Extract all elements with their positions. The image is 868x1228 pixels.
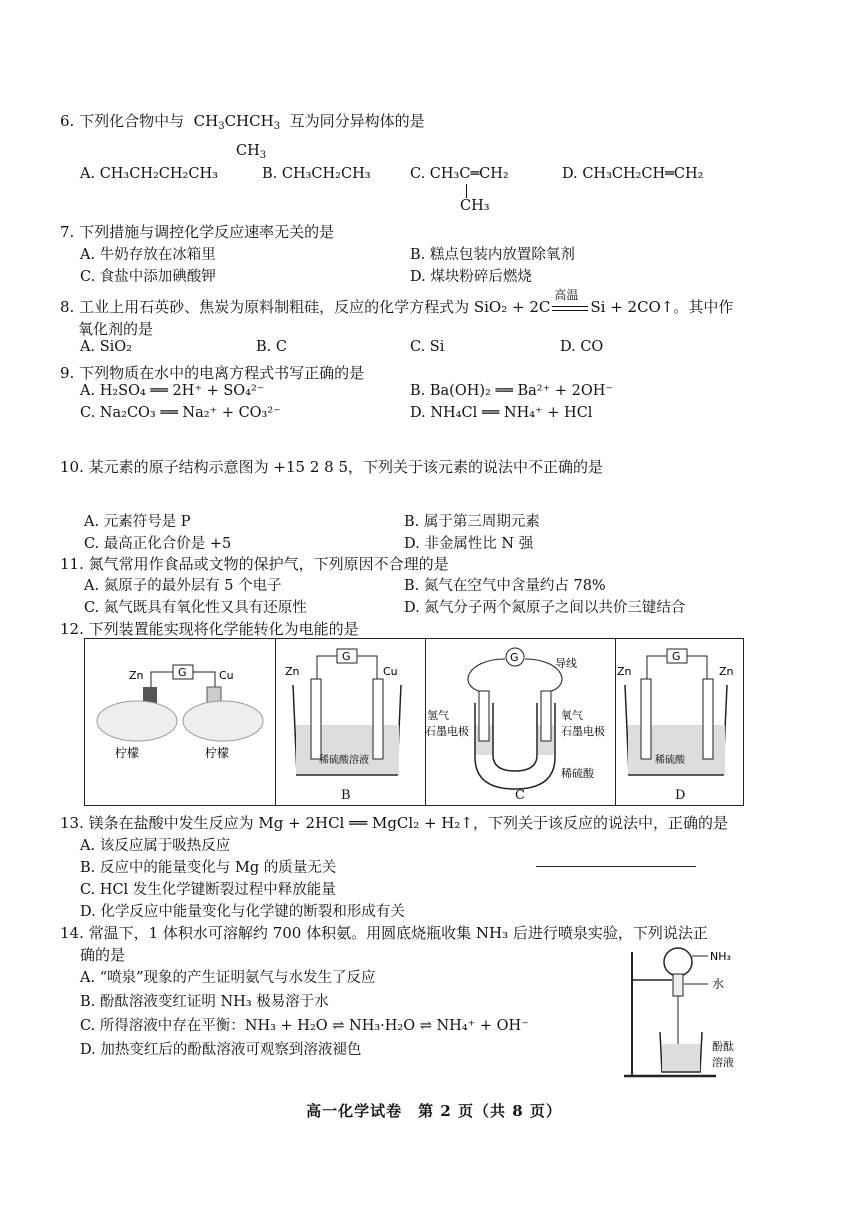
q12-a-lemon-label-2: 柠檬: [205, 746, 230, 760]
q13-blank-line: [536, 866, 696, 867]
q12-panel-a: [85, 639, 276, 805]
q12-a-lemon-right: [183, 701, 263, 741]
q6-option-b: B. CH₃CH₂CH₃: [262, 166, 371, 182]
q11-option-a: A. 氮原子的最外层有 5 个电子: [84, 578, 282, 594]
q12-d-zn-left: Zn: [617, 665, 632, 678]
q12-d-zn-right: Zn: [719, 665, 734, 678]
q12-panel-d-label: D: [675, 788, 686, 803]
q7-option-c: C. 食盐中添加碘酸钾: [80, 269, 216, 285]
q8-option-b: B. C: [256, 339, 287, 355]
q13-stem: 13. 镁条在盐酸中发生反应为 Mg + 2HCl ══ MgCl₂ + H₂↑，下列关于该反应的说法中，正确的是: [60, 814, 728, 832]
q8-option-d: D. CO: [560, 339, 604, 355]
q12-b-zn-label: Zn: [285, 665, 300, 678]
q9-stem: 9. 下列物质在水中的电离方程式书写正确的是: [60, 364, 365, 382]
q6-formula-branch: $CH_3$: [236, 143, 267, 161]
q9-option-a: A. H₂SO₄ ══ 2H⁺ + SO₄²⁻: [80, 383, 265, 399]
q12-c-acid-label: 稀硫酸: [561, 767, 594, 780]
q11-stem: 11. 氮气常用作食品或文物的保护气，下列原因不合理的是: [60, 555, 449, 573]
q13-option-d: D. 化学反应中能量变化与化学键的断裂和形成有关: [80, 904, 405, 920]
q12-panel-b-drawing: [275, 639, 425, 805]
q12-c-left-electrode: [479, 691, 489, 741]
q6-stem: 6. 下列化合物中与 $CH_3CHCH_3$ 互为同分异构体的是: [60, 112, 425, 132]
q9-option-c: C. Na₂CO₃ ══ Na₂⁺ + CO₃²⁻: [80, 405, 281, 421]
q7-stem: 7. 下列措施与调控化学反应速率无关的是: [60, 223, 335, 241]
q6-option-c: C. CH₃C═CH₂: [410, 166, 509, 182]
q12-panel-c: [425, 639, 616, 805]
q12-panel-b: [275, 639, 426, 805]
q12-panel-c-label: C: [515, 788, 525, 803]
q12-a-zn-label: Zn: [129, 669, 144, 682]
q12-c-graphite-left: 石墨电极: [425, 725, 469, 738]
q12-c-right-electrode: [541, 691, 551, 741]
q12-a-cu-label: Cu: [219, 669, 234, 682]
q8-option-a: A. SiO₂: [80, 339, 132, 355]
q8-stem-line2: 氧化剂的是: [78, 320, 154, 338]
q13-option-a: A. 该反应属于吸热反应: [80, 838, 231, 854]
q12-b-solution-label: 稀硫酸溶液: [319, 755, 369, 766]
q7-option-b: B. 糕点包装内放置除氧剂: [410, 247, 575, 263]
q10-option-c: C. 最高正化合价是 +5: [84, 536, 232, 552]
q14-stem-line2: 确的是: [80, 946, 126, 964]
q12-c-galvanometer: G: [510, 651, 519, 664]
q12-b-cu-electrode: [373, 679, 383, 759]
q12-a-galvanometer: G: [178, 666, 187, 679]
q11-option-d: D. 氮气分子两个氮原子之间以共价三键结合: [404, 600, 686, 616]
q10-option-a: A. 元素符号是 P: [84, 514, 191, 530]
q12-d-acid-label: 稀硫酸: [655, 755, 685, 766]
q12-c-oxygen-label: 氧气: [561, 709, 583, 722]
q12-c-wire-label: 导线: [555, 657, 577, 670]
q14-stem: 14. 常温下，1 体积水可溶解约 700 体积氨。用圆底烧瓶收集 NH₃ 后进行喷泉实验，下列说法正: [60, 924, 708, 942]
q12-panel-b-label: B: [341, 788, 351, 803]
q7-option-a: A. 牛奶存放在冰箱里: [80, 247, 216, 263]
q14-nh3-label: NH₃: [710, 950, 731, 963]
q6-formula: $CH_3CHCH_3$: [193, 112, 281, 132]
q8-condition: 高温: [554, 288, 579, 302]
q12-b-cu-label: Cu: [383, 665, 398, 678]
q14-option-b: B. 酚酞溶液变红证明 NH₃ 极易溶于水: [80, 994, 329, 1010]
q12-a-lemon-left: [97, 701, 177, 741]
q8-option-c: C. Si: [410, 339, 445, 355]
q9-option-b: B. Ba(OH)₂ ══ Ba²⁺ + 2OH⁻: [410, 383, 614, 399]
q6-option-a: A. CH₃CH₂CH₂CH₃: [80, 166, 218, 182]
q10-option-d: D. 非金属性比 N 强: [404, 536, 534, 552]
q12-d-left-electrode: [641, 679, 651, 759]
q10-stem: 10. 某元素的原子结构示意图为 +15 2 8 5，下列关于该元素的说法中不正确的是: [60, 458, 603, 476]
q12-panel-c-drawing: [425, 639, 615, 805]
q14-phenolphthalein-label-2: 溶液: [712, 1056, 734, 1069]
q12-panel-d: [615, 639, 743, 805]
q12-d-right-electrode: [703, 679, 713, 759]
q13-option-b: B. 反应中的能量变化与 Mg 的质量无关: [80, 860, 337, 876]
q14-option-c: C. 所得溶液中存在平衡：NH₃ + H₂O ⇌ NH₃·H₂O ⇌ NH₄⁺ + OH⁻: [80, 1018, 529, 1034]
q12-b-zn-electrode: [311, 679, 321, 759]
q12-panel-a-drawing: [85, 639, 275, 805]
q12-figure-box: [84, 638, 744, 806]
q6-option-c-bond: [466, 184, 467, 198]
q12-a-lemon-label-1: 柠檬: [115, 746, 140, 760]
q13-option-c: C. HCl 发生化学键断裂过程中释放能量: [80, 882, 336, 898]
q14-water-label: 水: [712, 977, 725, 991]
q8-equals: [552, 306, 588, 311]
q11-option-b: B. 氮气在空气中含量约占 78%: [404, 578, 606, 594]
q6-option-d: D. CH₃CH₂CH═CH₂: [562, 166, 704, 182]
q12-b-galvanometer: G: [342, 650, 351, 663]
q14-round-flask: [664, 948, 692, 976]
q10-option-b: B. 属于第三周期元素: [404, 514, 540, 530]
q14-fountain-figure: [620, 942, 760, 1082]
q12-d-galvanometer: G: [672, 650, 681, 663]
q11-option-c: C. 氮气既具有氧化性又具有还原性: [84, 600, 307, 616]
page-footer: 高一化学试卷 第 2 页（共 8 页）: [306, 1102, 562, 1120]
q14-phenolphthalein-label-1: 酚酞: [712, 1040, 734, 1053]
q12-stem: 12. 下列装置能实现将化学能转化为电能的是: [60, 620, 359, 638]
q12-c-graphite-right: 石墨电极: [561, 725, 605, 738]
q6-option-c-branch: CH₃: [460, 198, 490, 214]
q9-option-d: D. NH₄Cl ══ NH₄⁺ + HCl: [410, 405, 593, 421]
q14-option-d: D. 加热变红后的酚酞溶液可观察到溶液褪色: [80, 1042, 362, 1058]
q7-option-d: D. 煤块粉碎后燃烧: [410, 269, 532, 285]
q8-stem: 8. 工业上用石英砂、焦炭为原料制粗硅，反应的化学方程式为 SiO₂ + 2C 高温 Si + 2CO↑。其中作: [60, 288, 734, 316]
q12-c-hydrogen-label: 氢气: [427, 709, 449, 722]
q14-option-a: A. “喷泉”现象的产生证明氨气与水发生了反应: [80, 970, 376, 986]
q12-panel-d-drawing: [615, 639, 743, 805]
